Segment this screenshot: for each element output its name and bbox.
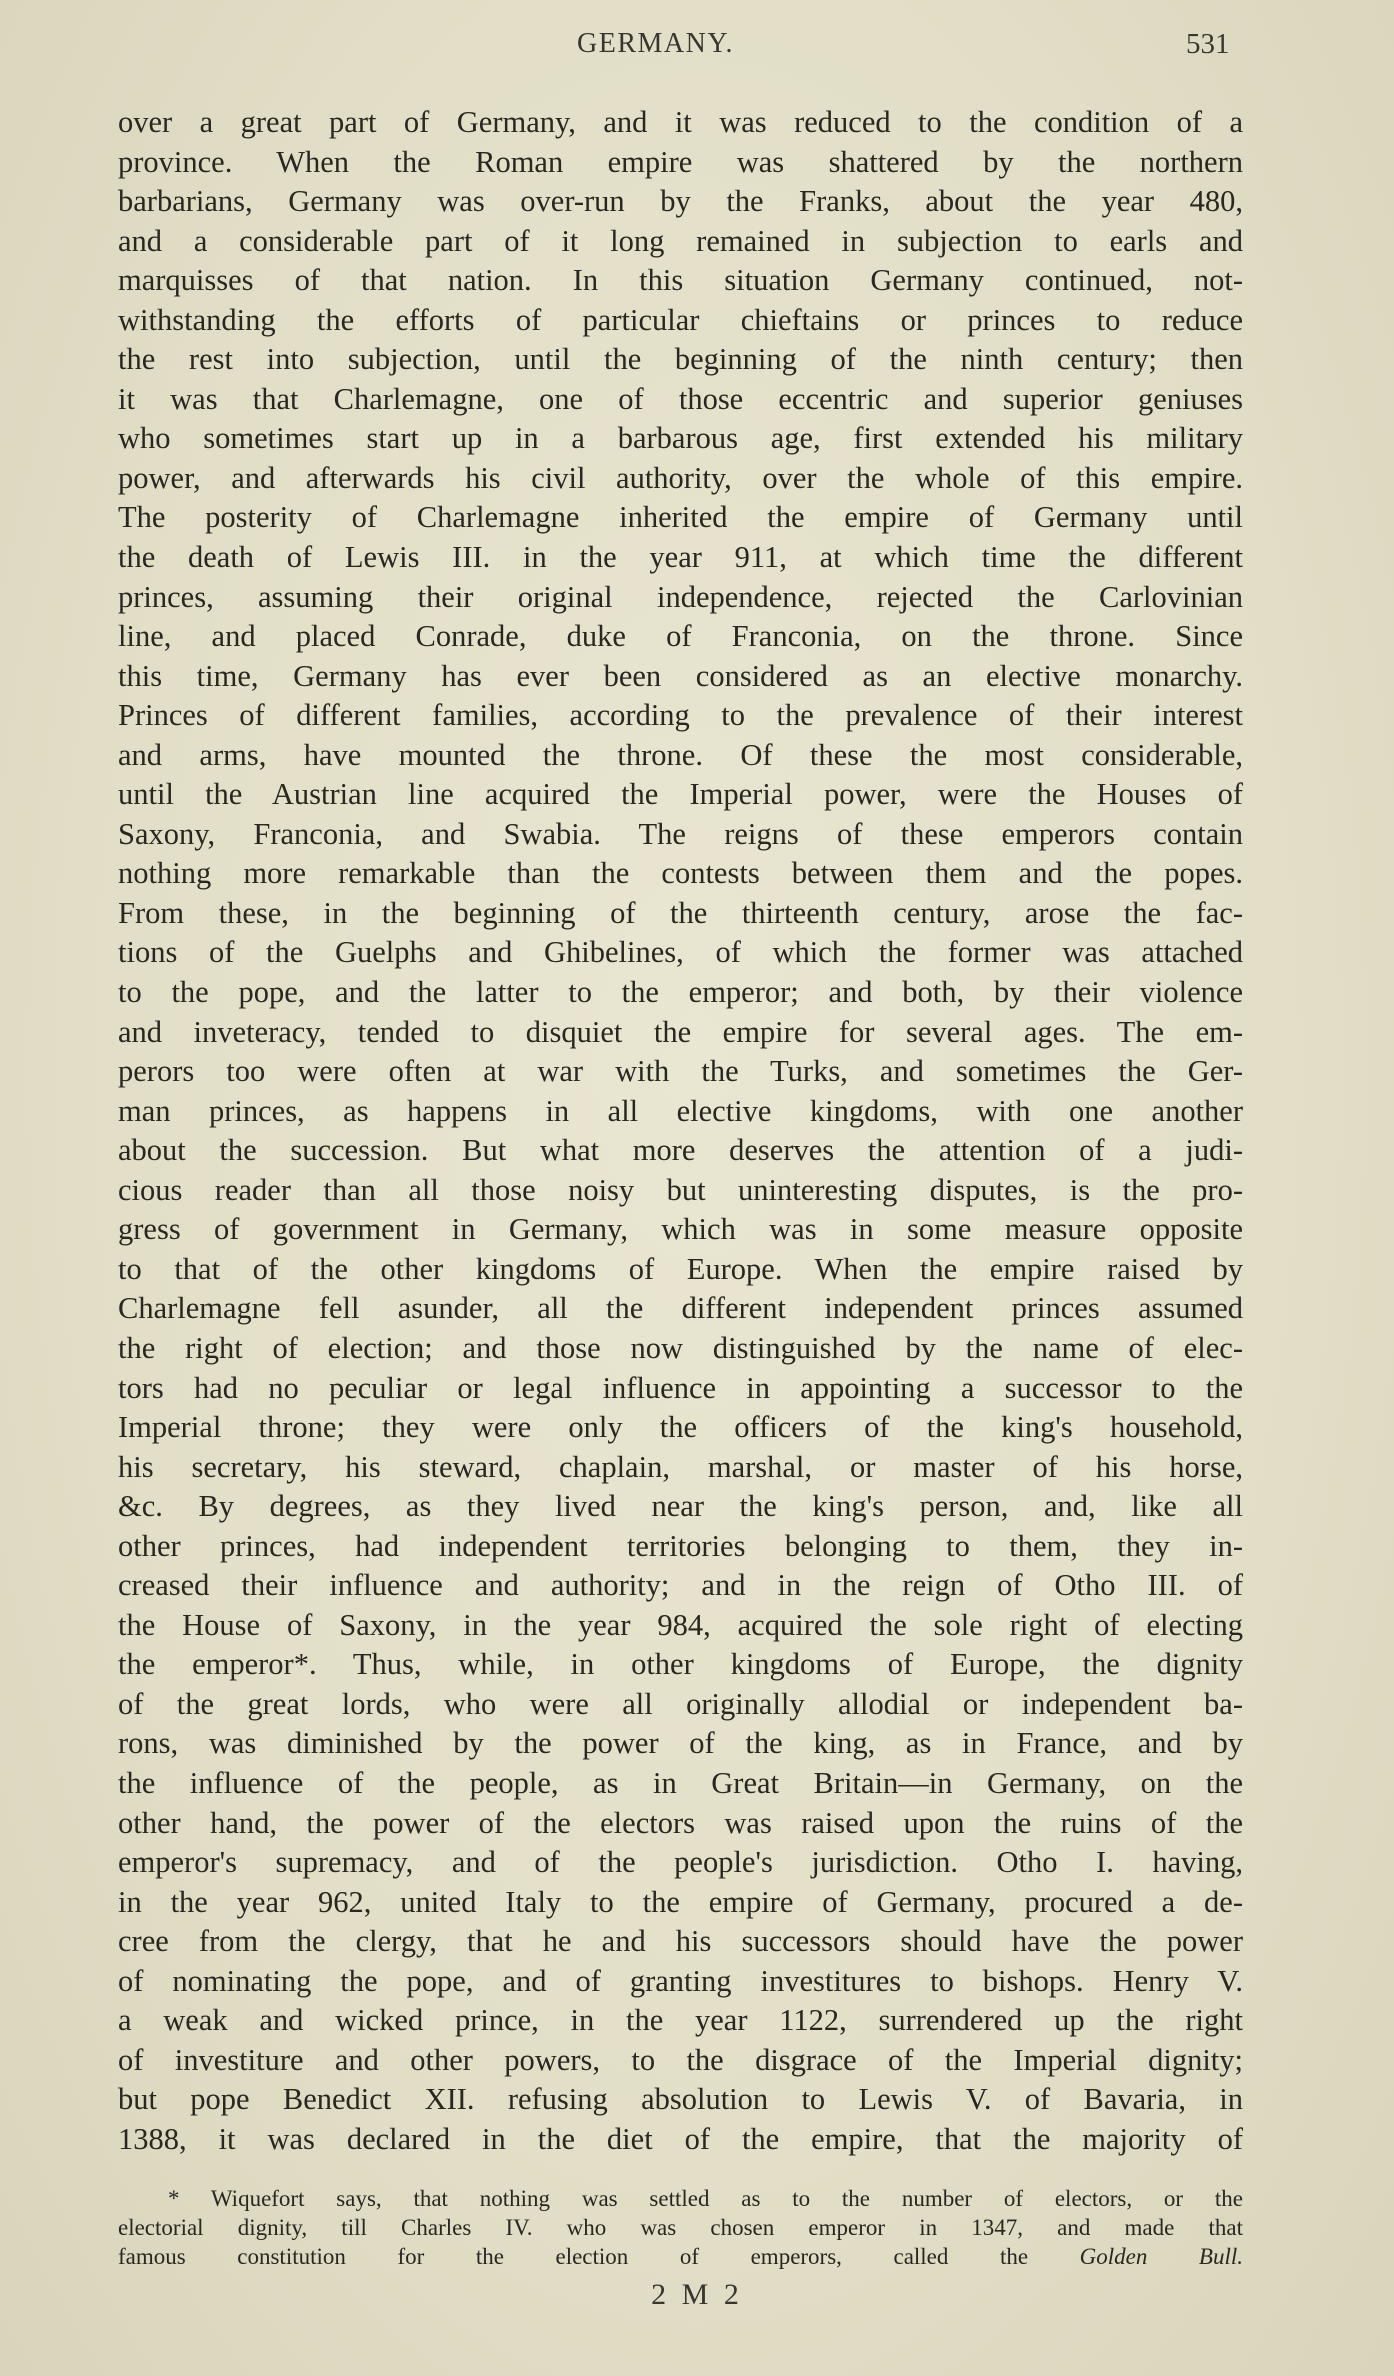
signature-mark: 2 M 2 [651,2278,743,2311]
page-header [0,28,1394,68]
text-line: nothing more remarkable than the contests between them and the popes. [118,856,1243,891]
text-line: and inveteracy, tended to disquiet the empire for several ages. The em- [118,1014,1243,1049]
text-line: tions of the Guelphs and Ghibelines, of which the former was attached [118,935,1243,970]
footnote-text: famous constitution for the election of emperors, called the [118,2244,1080,2269]
text-line: about the succession. But what more deserves the attention of a judi- [118,1133,1243,1168]
text-line: province. When the Roman empire was shattered by the northern [118,144,1243,179]
text-line: to the pope, and the latter to the emperor; and both, by their violence [118,975,1243,1010]
text-line: to that of the other kingdoms of Europe. When the empire raised by [118,1251,1243,1286]
text-line: emperor's supremacy, and of the people's jurisdiction. Otho I. having, [118,1845,1243,1880]
text-line: Imperial throne; they were only the officers of the king's household, [118,1410,1243,1445]
footnote-line: electorial dignity, till Charles IV. who was chosen emperor in 1347, and made that [118,2215,1243,2240]
text-line: The posterity of Charlemagne inherited the empire of Germany until [118,500,1243,535]
text-line: Princes of different families, according to the prevalence of their interest [118,698,1243,733]
text-line: of nominating the pope, and of granting investitures to bishops. Henry V. [118,1963,1243,1998]
text-line: other princes, had independent territories belonging to them, they in- [118,1528,1243,1563]
text-line: other hand, the power of the electors was raised upon the ruins of the [118,1805,1243,1840]
text-line: of the great lords, who were all originally allodial or independent ba- [118,1686,1243,1721]
text-line: over a great part of Germany, and it was reduced to the condition of a [118,105,1243,139]
text-line: the rest into subjection, until the beginning of the ninth century; then [118,342,1243,377]
text-line: but pope Benedict XII. refusing absolution to Lewis V. of Bavaria, in [118,2082,1243,2117]
text-line: the right of election; and those now distinguished by the name of elec- [118,1330,1243,1365]
text-line: the death of Lewis III. in the year 911, at which time the different [118,540,1243,575]
text-line: the influence of the people, as in Great Britain—in Germany, on the [118,1765,1243,1800]
text-line: 1388, it was declared in the diet of the empire, that the majority of [118,2121,1243,2156]
text-line: withstanding the efforts of particular chieftains or princes to reduce [118,302,1243,337]
text-line: marquisses of that nation. In this situation Germany continued, not- [118,263,1243,298]
text-line: who sometimes start up in a barbarous age, first extended his military [118,421,1243,456]
text-line: princes, assuming their original independence, rejected the Carlovinian [118,579,1243,614]
text-line: cree from the clergy, that he and his successors should have the power [118,1924,1243,1959]
text-line: rons, was diminished by the power of the king, as in France, and by [118,1726,1243,1761]
text-line: in the year 962, united Italy to the empire of Germany, procured a de- [118,1884,1243,1919]
running-head: GERMANY. [577,28,734,59]
text-line: man princes, as happens in all elective kingdoms, with one another [118,1093,1243,1128]
text-line: gress of government in Germany, which was in some measure opposite [118,1212,1243,1247]
text-line: the House of Saxony, in the year 984, acquired the sole right of electing [118,1607,1243,1642]
page-number: 531 [1186,28,1230,60]
text-line: tors had no peculiar or legal influence in appointing a successor to the [118,1370,1243,1405]
footnote [118,2184,1243,2271]
text-line: it was that Charlemagne, one of those eccentric and superior geniuses [118,381,1243,416]
text-line: From these, in the beginning of the thirteenth century, arose the fac- [118,895,1243,930]
text-line: Charlemagne fell asunder, all the different independent princes assumed [118,1291,1243,1326]
text-line: barbarians, Germany was over-run by the Franks, about the year 480, [118,184,1243,219]
text-line: of investiture and other powers, to the disgrace of the Imperial dignity; [118,2042,1243,2077]
text-line: until the Austrian line acquired the Imperial power, were the Houses of [118,777,1243,812]
text-line: perors too were often at war with the Turks, and sometimes the Ger- [118,1054,1243,1089]
footnote-line: * Wiquefort says, that nothing was settled as to the number of electors, or the [168,2186,1243,2211]
footnote-line [118,2242,1243,2271]
text-line: and arms, have mounted the throne. Of these the most considerable, [118,737,1243,772]
text-line: this time, Germany has ever been considered as an elective monarchy. [118,658,1243,693]
text-line: power, and afterwards his civil authority, over the whole of this empire. [118,460,1243,495]
body-text [118,103,1243,2159]
text-line: cious reader than all those noisy but uninteresting disputes, is the pro- [118,1172,1243,1207]
text-line: and a considerable part of it long remained in subjection to earls and [118,223,1243,258]
text-line: line, and placed Conrade, duke of Franconia, on the throne. Since [118,619,1243,654]
text-line: the emperor*. Thus, while, in other kingdoms of Europe, the dignity [118,1647,1243,1682]
footnote-title: Golden Bull. [1079,2244,1243,2269]
text-line: his secretary, his steward, chaplain, marshal, or master of his horse, [118,1449,1243,1484]
text-line: creased their influence and authority; and in the reign of Otho III. of [118,1568,1243,1603]
text-line: &c. By degrees, as they lived near the king's person, and, like all [118,1489,1243,1524]
text-line: a weak and wicked prince, in the year 1122, surrendered up the right [118,2003,1243,2038]
text-line: Saxony, Franconia, and Swabia. The reigns of these emperors contain [118,816,1243,851]
